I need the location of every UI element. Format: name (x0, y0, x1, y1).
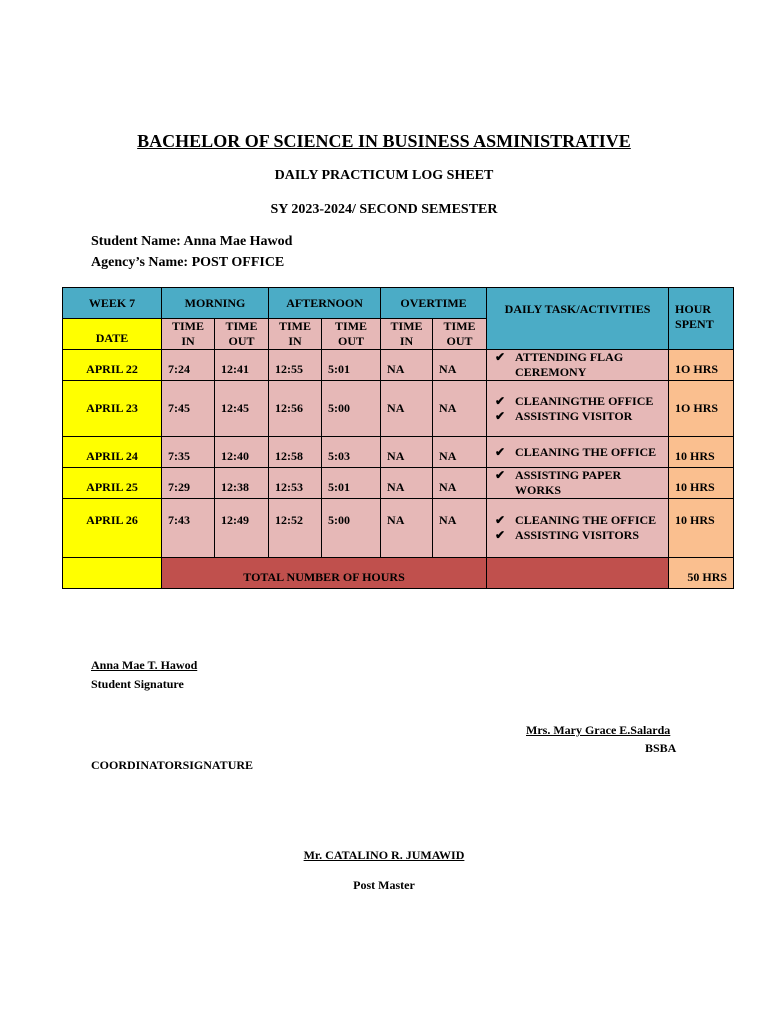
total-row (63, 558, 734, 589)
time-cell: NA (433, 437, 487, 468)
time-cell: NA (381, 437, 433, 468)
student-name: Student Name: Anna Mae Hawod (91, 234, 293, 249)
week-header: WEEK 7 (63, 288, 162, 319)
time-cell: 7:35 (162, 437, 215, 468)
morning-time-out-header: TIME OUT (215, 319, 269, 350)
hours-cell: 10 HRS (669, 468, 734, 499)
task-cell (487, 350, 669, 381)
morning-time-in-header: TIME IN (162, 319, 215, 350)
time-cell: 7:24 (162, 350, 215, 381)
checkmark-icon: ✔ (495, 468, 506, 482)
time-cell: 5:01 (322, 350, 381, 381)
task-item: ✔ ASSISTING VISITOR (495, 408, 633, 423)
time-cell: 7:29 (162, 468, 215, 499)
time-cell: 5:03 (322, 437, 381, 468)
afternoon-time-in-header: TIME IN (269, 319, 322, 350)
time-cell: 12:55 (269, 350, 322, 381)
morning-header: MORNING (162, 288, 269, 319)
checkmark-icon: ✔ (495, 408, 506, 423)
date-cell: APRIL 24 (63, 437, 162, 468)
document-title: BACHELOR OF SCIENCE IN BUSINESS ASMINISTRATIVE (137, 131, 631, 151)
afternoon-header: AFTERNOON (269, 288, 381, 319)
table-row (63, 350, 734, 381)
time-cell: NA (433, 468, 487, 499)
hours-cell: 1O HRS (669, 350, 734, 381)
task-cell (487, 499, 669, 558)
overtime-time-out-header: TIME OUT (433, 319, 487, 350)
tasks-header: DAILY TASK/ACTIVITIES (487, 288, 669, 350)
table-row (63, 468, 734, 499)
hours-cell: 10 HRS (669, 499, 734, 558)
task-item: ✔ CLEANINGTHE OFFICE (495, 393, 654, 408)
task-item: ✔ CLEANING THE OFFICE (495, 513, 657, 527)
time-cell: 7:43 (162, 499, 215, 558)
time-cell: 5:00 (322, 381, 381, 437)
table-row (63, 499, 734, 558)
time-cell: 5:00 (322, 499, 381, 558)
student-signature-name: Anna Mae T. Hawod (91, 658, 198, 672)
checkmark-icon: ✔ (495, 444, 506, 459)
date-cell: APRIL 23 (63, 381, 162, 437)
postmaster-label: Post Master (353, 878, 415, 892)
time-cell: 12:56 (269, 381, 322, 437)
log-table (62, 287, 734, 589)
time-cell: NA (381, 468, 433, 499)
hours-header: HOUR SPENT (669, 288, 734, 350)
checkmark-icon: ✔ (495, 393, 506, 408)
task-cell (487, 468, 669, 499)
table-row (63, 381, 734, 437)
time-cell: 12:49 (215, 499, 269, 558)
task-item: ✔ ASSISTING PAPER WORKS (495, 468, 622, 497)
coordinator-signature-label: COORDINATORSIGNATURE (91, 758, 254, 772)
total-hours: 50 HRS (669, 558, 734, 589)
school-year: SY 2023-2024/ SECOND SEMESTER (270, 202, 498, 217)
date-header: DATE (63, 319, 162, 350)
time-cell: NA (381, 499, 433, 558)
time-cell: NA (381, 350, 433, 381)
coordinator-name: Mrs. Mary Grace E.Salarda (526, 723, 671, 737)
task-item: ✔ CLEANING THE OFFICE (495, 444, 657, 459)
agency-name: Agency’s Name: POST OFFICE (91, 255, 285, 270)
time-cell: NA (381, 381, 433, 437)
date-cell: APRIL 22 (63, 350, 162, 381)
date-cell: APRIL 25 (63, 468, 162, 499)
time-cell: 12:53 (269, 468, 322, 499)
time-cell: 12:40 (215, 437, 269, 468)
hours-cell: 10 HRS (669, 437, 734, 468)
table-row (63, 437, 734, 468)
checkmark-icon: ✔ (495, 513, 506, 527)
task-item: ✔ ATTENDING FLAG CEREMONY (495, 350, 624, 379)
time-cell: 5:01 (322, 468, 381, 499)
date-cell: APRIL 26 (63, 499, 162, 558)
task-item: ✔ ASSISTING VISITORS (495, 528, 640, 542)
time-cell: 7:45 (162, 381, 215, 437)
afternoon-time-out-header: TIME OUT (322, 319, 381, 350)
time-cell: 12:38 (215, 468, 269, 499)
total-task-cell (487, 558, 669, 589)
checkmark-icon: ✔ (495, 350, 506, 364)
task-cell (487, 381, 669, 437)
total-label: TOTAL NUMBER OF HOURS (162, 558, 487, 589)
time-cell: 12:52 (269, 499, 322, 558)
document-subtitle: DAILY PRACTICUM LOG SHEET (274, 168, 494, 183)
time-cell: NA (433, 350, 487, 381)
overtime-time-in-header: TIME IN (381, 319, 433, 350)
postmaster-name: Mr. CATALINO R. JUMAWID (303, 848, 465, 862)
student-signature-label: Student Signature (91, 677, 184, 691)
time-cell: 12:58 (269, 437, 322, 468)
coordinator-program: BSBA (645, 741, 677, 755)
hours-cell: 1O HRS (669, 381, 734, 437)
time-cell: NA (433, 381, 487, 437)
time-cell: NA (433, 499, 487, 558)
task-cell (487, 437, 669, 468)
total-date-cell (63, 558, 162, 589)
time-cell: 12:41 (215, 350, 269, 381)
time-cell: 12:45 (215, 381, 269, 437)
overtime-header: OVERTIME (381, 288, 487, 319)
checkmark-icon: ✔ (495, 528, 506, 542)
